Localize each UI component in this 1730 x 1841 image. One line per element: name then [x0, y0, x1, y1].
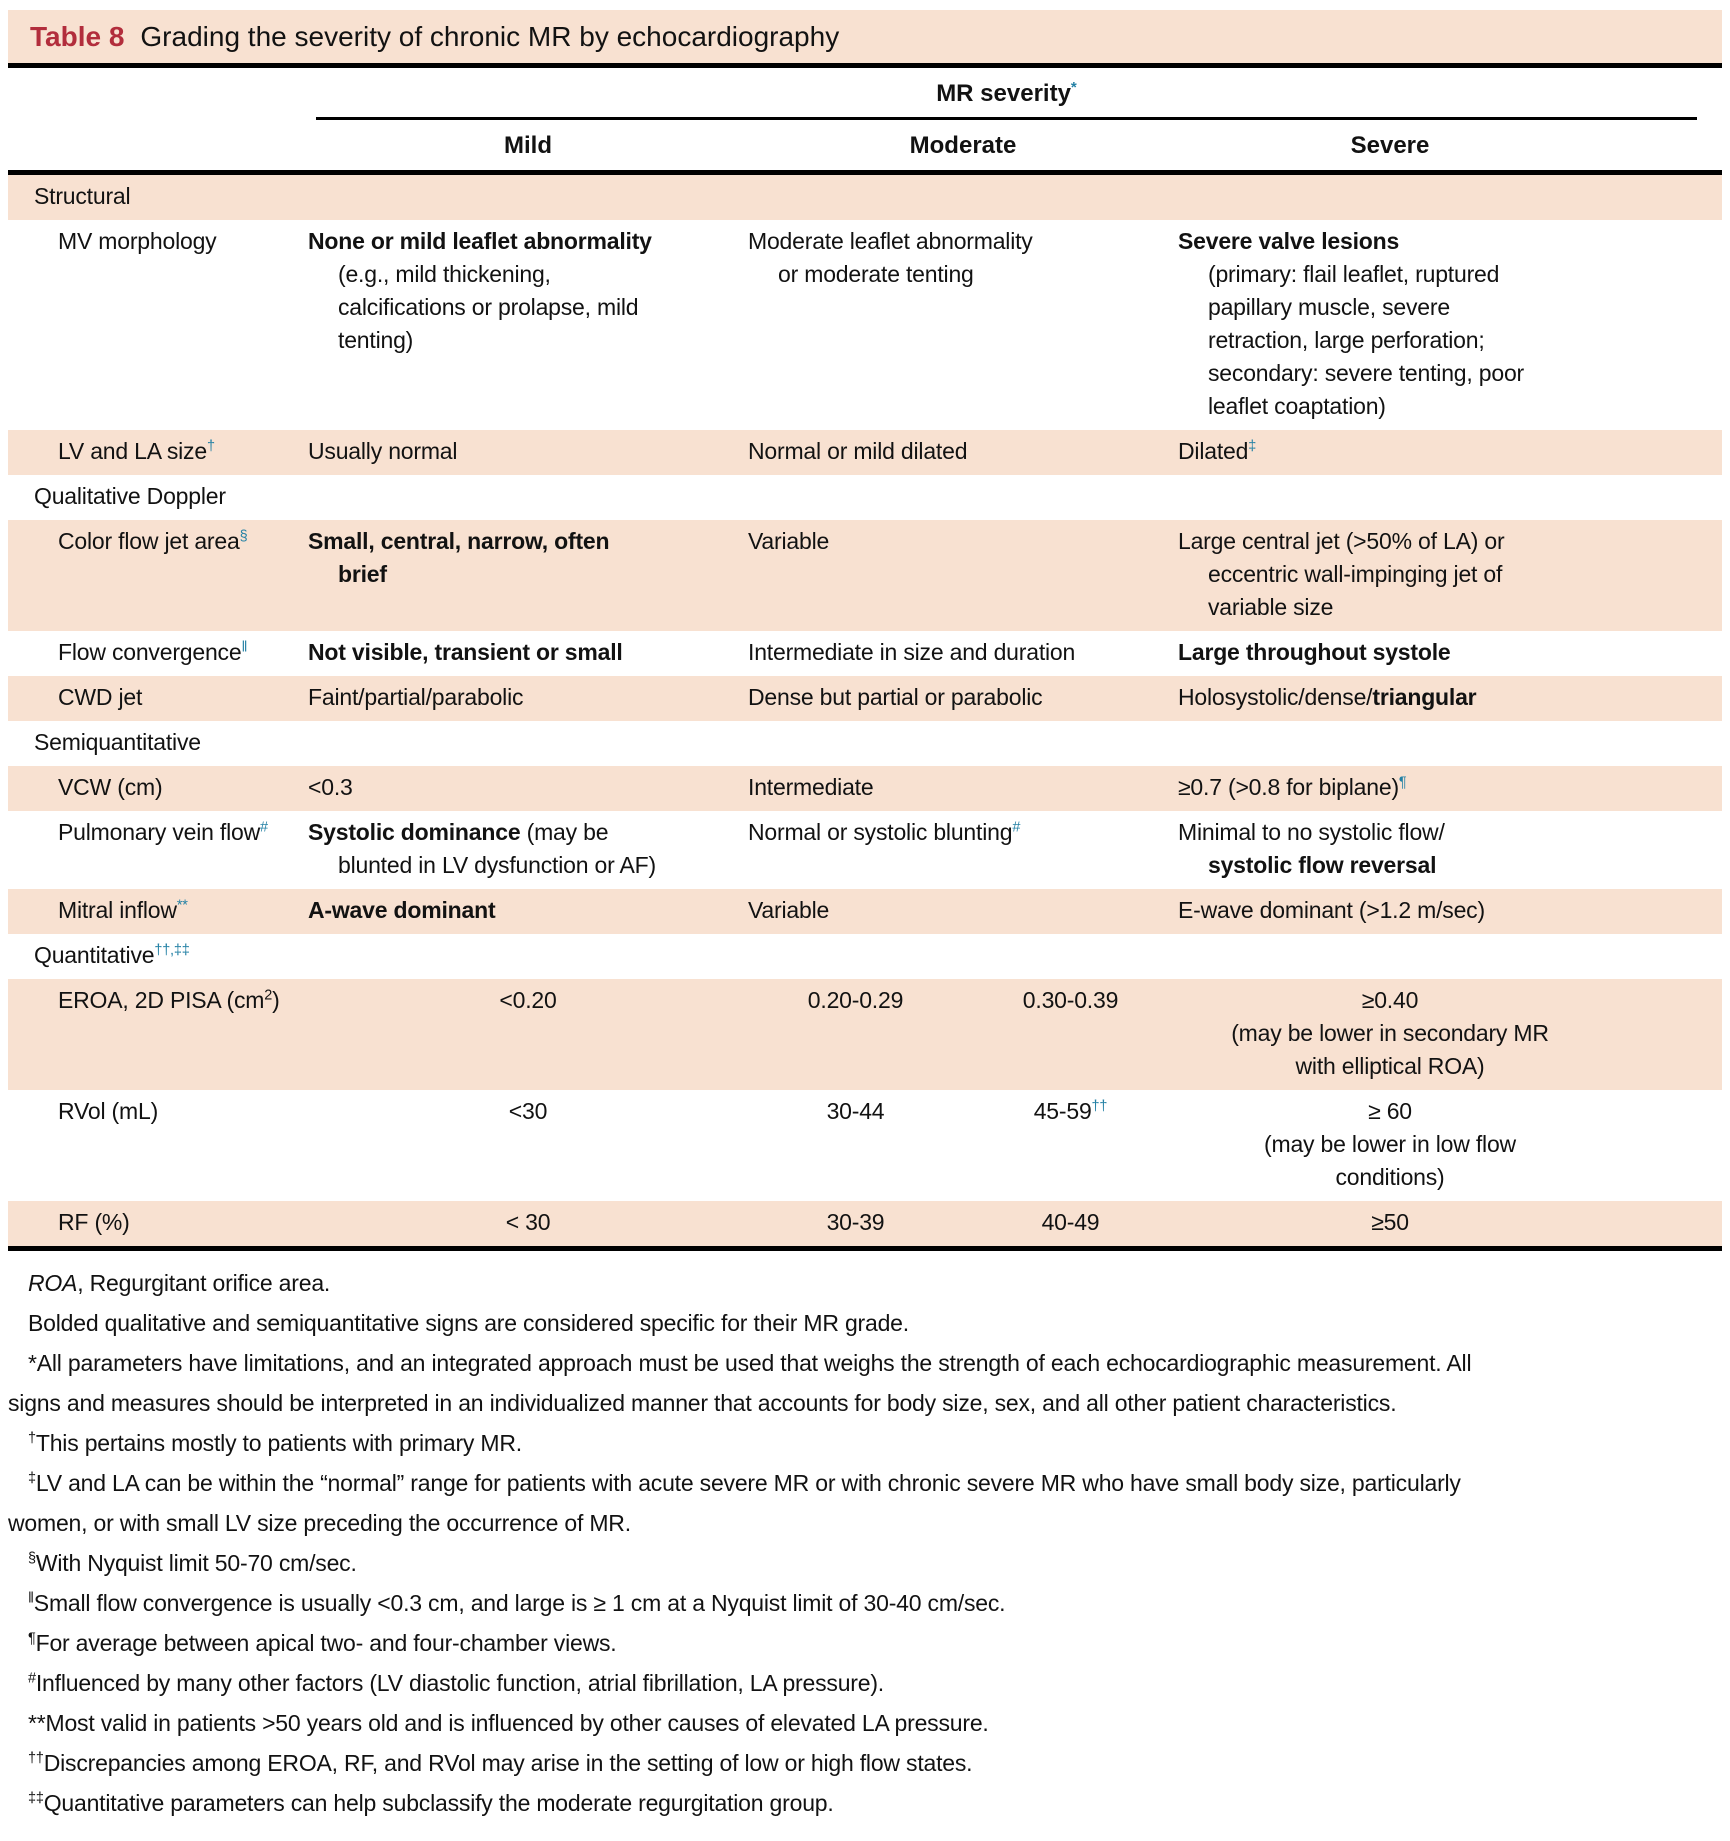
- row-label: [8, 631, 308, 676]
- section-label: [8, 934, 1722, 979]
- text-run: RVol (mL): [58, 1098, 159, 1124]
- mr-severity-group-header: [316, 80, 1697, 120]
- section-row-qualitative-doppler: [8, 475, 1722, 520]
- cell-moderate-high: [963, 979, 1178, 1090]
- superscript-marker: #: [260, 819, 268, 836]
- text-run: women, or with small LV size preceding the occurrence of MR.: [8, 1510, 631, 1536]
- cell-mild: [308, 520, 748, 631]
- text-run: 45-59: [1033, 1098, 1092, 1124]
- section-row-quantitative: [8, 934, 1722, 979]
- text-run: E-wave dominant (>1.2 m/sec): [1178, 897, 1485, 923]
- table-row-rvol-ml: [8, 1090, 1722, 1201]
- text-run: eccentric wall-impinging jet of: [1208, 561, 1503, 587]
- text-run: signs and measures should be interpreted in an individualized manner that accounts for body size, sex, and all other patient characteristics.: [8, 1390, 1397, 1416]
- text-run: RF (%): [58, 1209, 130, 1235]
- cell-mild: [308, 220, 748, 430]
- cell-moderate: [748, 631, 1178, 676]
- table-row-vcw-cm: [8, 766, 1722, 811]
- column-header-severe: Severe: [1350, 132, 1430, 159]
- text-run: Minimal to no systolic flow/: [1178, 819, 1445, 845]
- table-row-flow-convergence: [8, 631, 1722, 676]
- footnote: [8, 1703, 1722, 1743]
- text-run: (may be: [520, 819, 609, 845]
- cell-severe: [1178, 520, 1722, 631]
- text-run: Large throughout systole: [1178, 639, 1451, 665]
- cell-moderate-high: [963, 1090, 1178, 1201]
- cell-moderate-low: [748, 1201, 963, 1246]
- text-run: Dilated: [1178, 438, 1249, 464]
- footnote: [8, 1423, 1722, 1463]
- text-run: 0.20-0.29: [807, 987, 904, 1013]
- table-row-cwd-jet: [8, 676, 1722, 721]
- text-run: Influenced by many other factors (LV diastolic function, atrial fibrillation, LA pressure).: [35, 1670, 884, 1696]
- cell-severe: [1178, 676, 1722, 721]
- row-label: [8, 811, 308, 889]
- cell-moderate: [748, 676, 1178, 721]
- text-run: Large central jet (>50% of LA) or: [1178, 528, 1505, 554]
- column-header-mild: Mild: [504, 132, 552, 159]
- row-label: [8, 979, 308, 1090]
- text-run: LV and LA can be within the “normal” range for patients with acute severe MR or with chronic severe MR who have small body size, particularly: [35, 1470, 1461, 1496]
- cell-severe: [1178, 811, 1722, 889]
- cell-mild: [308, 430, 748, 475]
- cell-mild: [308, 1090, 748, 1201]
- footnote: [8, 1263, 1722, 1303]
- row-label: [8, 676, 308, 721]
- text-run: leaflet coaptation): [1208, 393, 1386, 419]
- text-run: With Nyquist limit 50-70 cm/sec.: [35, 1550, 357, 1576]
- text-run: Systolic dominance: [308, 819, 521, 845]
- cell-mild: [308, 1201, 748, 1246]
- cell-severe: [1178, 430, 1722, 475]
- text-run: ≥ 60: [1368, 1098, 1412, 1124]
- cell-mild: [308, 811, 748, 889]
- table-row-eroa-2d-pisa-cm: [8, 979, 1722, 1090]
- cell-mild: [308, 889, 748, 934]
- text-run: Mitral inflow: [58, 897, 177, 923]
- text-run: Flow convergence: [58, 639, 242, 665]
- text-run: EROA, 2D PISA (cm: [58, 987, 265, 1013]
- text-run: < 30: [505, 1209, 551, 1235]
- cell-moderate-low: [748, 979, 963, 1090]
- table-row-pulmonary-vein-flow: [8, 811, 1722, 889]
- table-caption: [8, 10, 1722, 63]
- superscript-marker: #: [28, 1670, 36, 1687]
- cell-moderate: [748, 811, 1178, 889]
- text-run: Holosystolic/dense/: [1178, 684, 1373, 710]
- footnote: [8, 1543, 1722, 1583]
- column-headers-row: [8, 120, 1722, 170]
- footnote: [8, 1663, 1722, 1703]
- header-group-row: [8, 80, 1722, 120]
- text-run: (may be lower in low flow: [1264, 1131, 1516, 1157]
- cell-severe: [1178, 1090, 1722, 1201]
- text-run: , Regurgitant orifice area.: [77, 1270, 331, 1296]
- text-run: Dense but partial or parabolic: [748, 684, 1043, 710]
- text-run: Quantitative parameters can help subclassify the moderate regurgitation group.: [43, 1790, 834, 1816]
- text-run: brief: [338, 561, 387, 587]
- text-run: or moderate tenting: [778, 261, 974, 287]
- group-header-label: MR severity: [936, 80, 1071, 107]
- table-row-color-flow-jet-area: [8, 520, 1722, 631]
- text-run: Severe valve lesions: [1178, 228, 1400, 254]
- superscript-marker: ‖: [28, 1590, 34, 1607]
- text-run: Pulmonary vein flow: [58, 819, 261, 845]
- text-run: MV morphology: [58, 228, 217, 254]
- cell-severe: [1178, 631, 1722, 676]
- table-header: [8, 68, 1722, 170]
- text-run: **Most valid in patients >50 years old and is influenced by other causes of elevated LA pressure.: [28, 1710, 989, 1736]
- text-run: CWD jet: [58, 684, 143, 710]
- text-run: calcifications or prolapse, mild: [338, 294, 639, 320]
- superscript-marker: ‡‡: [28, 1790, 44, 1807]
- table-number: Table 8: [30, 21, 125, 52]
- cell-moderate-high: [963, 1201, 1178, 1246]
- cell-mild: [308, 676, 748, 721]
- text-run: Intermediate: [748, 774, 874, 800]
- text-run: 40-49: [1041, 1209, 1100, 1235]
- table-body: [8, 175, 1722, 1246]
- superscript-marker: ‖: [241, 639, 248, 656]
- footnote: [8, 1783, 1722, 1823]
- superscript-marker: §: [239, 528, 248, 545]
- text-run: Faint/partial/parabolic: [308, 684, 524, 710]
- text-run: <30: [508, 1098, 548, 1124]
- text-run: Small flow convergence is usually <0.3 cm, and large is ≥ 1 cm at a Nyquist limit of 30-40 cm/sec.: [33, 1590, 1006, 1616]
- cell-moderate: [748, 430, 1178, 475]
- section-row-structural: [8, 175, 1722, 220]
- cell-severe: [1178, 220, 1722, 430]
- cell-moderate: [748, 220, 1178, 430]
- table-row-mitral-inflow: [8, 889, 1722, 934]
- section-label: [8, 721, 1722, 766]
- cell-severe: [1178, 766, 1722, 811]
- row-label: [8, 1201, 308, 1246]
- text-run: (may be lower in secondary MR: [1231, 1020, 1549, 1046]
- footnote: [8, 1303, 1722, 1343]
- text-run: tenting): [338, 327, 414, 353]
- cell-moderate-low: [748, 1090, 963, 1201]
- section-label: [8, 475, 1722, 520]
- text-run: Not visible, transient or small: [308, 639, 623, 665]
- text-run: For average between apical two- and four-chamber views.: [35, 1630, 617, 1656]
- superscript-marker: †: [28, 1430, 36, 1447]
- text-run: Structural: [34, 183, 131, 209]
- text-run: Qualitative Doppler: [34, 483, 226, 509]
- row-label: [8, 889, 308, 934]
- text-run: secondary: severe tenting, poor: [1208, 360, 1524, 386]
- text-run: ≥0.7 (>0.8 for biplane): [1178, 774, 1399, 800]
- text-run: Moderate leaflet abnormality: [748, 228, 1033, 254]
- footnote: [8, 1623, 1722, 1663]
- text-run: 30-39: [826, 1209, 885, 1235]
- text-run: triangular: [1372, 684, 1477, 710]
- text-run: 30-44: [826, 1098, 885, 1124]
- text-run: Small, central, narrow, often: [308, 528, 610, 554]
- superscript-marker: §: [28, 1550, 36, 1567]
- text-run: Semiquantitative: [34, 729, 201, 755]
- text-run: LV and LA size: [58, 438, 207, 464]
- text-run: Variable: [748, 897, 830, 923]
- text-run: Bolded qualitative and semiquantitative signs are considered specific for their MR grade.: [28, 1310, 909, 1336]
- text-run: A-wave dominant: [308, 897, 496, 923]
- header-spacer: [8, 80, 316, 120]
- superscript-marker: #: [1012, 819, 1021, 836]
- section-label: [8, 175, 1722, 220]
- text-run: This pertains mostly to patients with primary MR.: [35, 1430, 522, 1456]
- cell-severe: [1178, 979, 1722, 1090]
- cell-moderate: [748, 766, 1178, 811]
- text-run: Color flow jet area: [58, 528, 240, 554]
- text-run: ): [272, 987, 280, 1013]
- row-label: [8, 220, 308, 430]
- cell-moderate: [748, 889, 1178, 934]
- text-run: ≥50: [1371, 1209, 1409, 1235]
- superscript-marker: ††,‡‡: [154, 942, 190, 959]
- table-row-mv-morphology: [8, 220, 1722, 430]
- footnotes-section: [8, 1251, 1722, 1841]
- table-row-rf: [8, 1201, 1722, 1246]
- text-run: conditions): [1335, 1164, 1445, 1190]
- text-run: papillary muscle, severe: [1208, 294, 1450, 320]
- cell-mild: [308, 766, 748, 811]
- cell-severe: [1178, 889, 1722, 934]
- footnote: [8, 1463, 1722, 1543]
- cell-mild: [308, 631, 748, 676]
- text-run: None or mild leaflet abnormality: [308, 228, 652, 254]
- footnote: [8, 1743, 1722, 1783]
- row-label: [8, 430, 308, 475]
- row-label: [8, 520, 308, 631]
- text-run: ≥0.40: [1361, 987, 1419, 1013]
- text-run: Discrepancies among EROA, RF, and RVol may arise in the setting of low or high flow states.: [43, 1750, 973, 1776]
- superscript-marker: †: [206, 438, 215, 455]
- text-run: ROA: [28, 1270, 78, 1296]
- text-run: Normal or systolic blunting: [748, 819, 1013, 845]
- superscript-marker: ††: [28, 1750, 44, 1767]
- text-run: blunted in LV dysfunction or AF): [338, 852, 656, 878]
- superscript-marker: ‡: [28, 1470, 36, 1487]
- row-label: [8, 766, 308, 811]
- text-run: 0.30-0.39: [1022, 987, 1119, 1013]
- footnote: [8, 1583, 1722, 1623]
- text-run: variable size: [1208, 594, 1334, 620]
- text-run: (e.g., mild thickening,: [338, 261, 551, 287]
- superscript-marker: ¶: [1398, 774, 1407, 791]
- footnote: [8, 1343, 1722, 1423]
- text-run: Usually normal: [308, 438, 458, 464]
- text-run: with elliptical ROA): [1295, 1053, 1485, 1079]
- text-run: systolic flow reversal: [1208, 852, 1437, 878]
- cell-moderate: [748, 520, 1178, 631]
- superscript-marker: **: [176, 897, 188, 914]
- cell-severe: [1178, 1201, 1722, 1246]
- text-run: *All parameters have limitations, and an integrated approach must be used that weighs the strength of each echocardiographic measurement. All: [28, 1350, 1472, 1376]
- text-run: Variable: [748, 528, 830, 554]
- text-run: Intermediate in size and duration: [748, 639, 1076, 665]
- section-row-semiquantitative: [8, 721, 1722, 766]
- text-run: retraction, large perforation;: [1208, 327, 1485, 353]
- text-run: Quantitative: [34, 942, 155, 968]
- table-row-lv-and-la-size: [8, 430, 1722, 475]
- text-run: Normal or mild dilated: [748, 438, 968, 464]
- table-title: Grading the severity of chronic MR by echocardiography: [140, 21, 840, 52]
- text-run: <0.20: [499, 987, 557, 1013]
- superscript-marker: ¶: [28, 1630, 36, 1647]
- superscript-marker: 2: [264, 987, 273, 1004]
- text-run: <0.3: [308, 774, 353, 800]
- superscript-marker: ‡: [1248, 438, 1257, 455]
- text-run: VCW (cm): [58, 774, 163, 800]
- superscript-marker: ††: [1091, 1098, 1108, 1115]
- column-header-moderate: Moderate: [909, 132, 1017, 159]
- cell-mild: [308, 979, 748, 1090]
- text-run: (primary: flail leaflet, ruptured: [1208, 261, 1500, 287]
- asterisk-superscript: *: [1070, 79, 1077, 96]
- row-label: [8, 1090, 308, 1201]
